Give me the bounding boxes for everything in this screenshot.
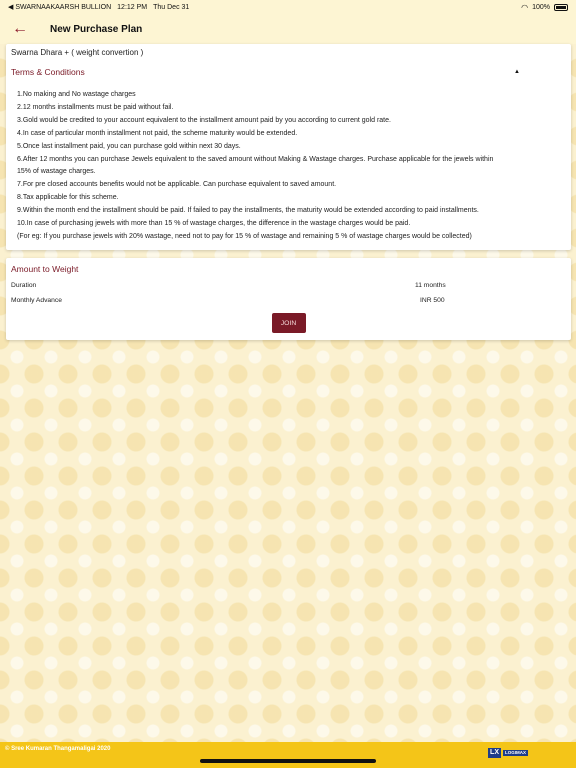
duration-value: 11 months (415, 282, 446, 289)
terms-title: Terms & Conditions (11, 67, 85, 77)
term-line: 10.In case of purchasing jewels with more than 15 % of wastage charges, the difference in the wastage charges would be paid. (17, 220, 411, 228)
duration-label: Duration (11, 282, 37, 289)
status-bar (0, 0, 576, 14)
logimax-logo (488, 748, 528, 758)
term-line: 7.For pre closed accounts benefits would not be applicable. Can purchase equivalent to saved amount. (17, 181, 337, 189)
term-line: 3.Gold would be credited to your account equivalent to the installment amount paid by you according to current gold rate. (17, 116, 391, 124)
term-line: 4.In case of particular month installment not paid, the scheme maturity would be extended. (17, 129, 298, 137)
page-title: New Purchase Plan (50, 23, 143, 35)
term-line: 8.Tax applicable for this scheme. (17, 194, 119, 202)
terms-list (6, 79, 571, 244)
arrow-left-icon: ← (12, 20, 28, 37)
join-button[interactable]: JOIN (272, 313, 306, 333)
brand-name: LOGIMAX (505, 750, 526, 755)
term-line: 1.No making and No wastage charges (17, 91, 136, 98)
brand-mark: LX (490, 749, 499, 756)
terms-toggle[interactable] (6, 57, 571, 79)
status-date: Thu Dec 31 (153, 3, 190, 11)
wifi-icon: ◠ (521, 2, 529, 12)
footer (0, 742, 576, 768)
monthly-advance-value: INR 500 (420, 297, 445, 304)
term-line: 2.12 months installments must be paid without fail. (17, 103, 174, 111)
term-line: (For eg: If you purchase jewels with 20% wastage, need not to pay for 15 % of wastage and remaining 5 % of wastage charges would be collected) (17, 232, 472, 240)
back-to-app-link[interactable]: ◀ SWARNAAKAARSH BULLION (8, 4, 112, 11)
term-line: 5.Once last installment paid, you can purchase gold within next 30 days. (17, 142, 241, 150)
battery-icon (554, 4, 568, 11)
battery-percent: 100% (532, 3, 550, 11)
duration-row (6, 278, 571, 293)
term-line: 6.After 12 months you can purchase Jewels equivalent to the saved amount without Making & Wastage charges. Purchase applicable for the jewels within (17, 155, 494, 163)
monthly-advance-row (6, 293, 571, 308)
back-button[interactable] (0, 14, 40, 44)
terms-card (6, 44, 571, 250)
status-time: 12:12 PM (117, 3, 148, 11)
home-indicator[interactable] (200, 759, 376, 763)
copyright-text: © Sree Kumaran Thangamaligai 2020 (5, 746, 111, 752)
app-header (0, 14, 576, 44)
monthly-advance-label: Monthly Advance (11, 297, 62, 304)
amount-to-weight-card (6, 258, 571, 340)
term-line: 9.Within the month end the installment should be paid. If failed to pay the installments, the maturity would be extended according to paid installments. (17, 207, 479, 215)
term-line: 15% of wastage charges. (17, 168, 96, 176)
scheme-name: Swarna Dhara + ( weight convertion ) (11, 48, 144, 57)
weight-title: Amount to Weight (11, 264, 79, 274)
caret-up-icon: ▲ (514, 69, 520, 75)
